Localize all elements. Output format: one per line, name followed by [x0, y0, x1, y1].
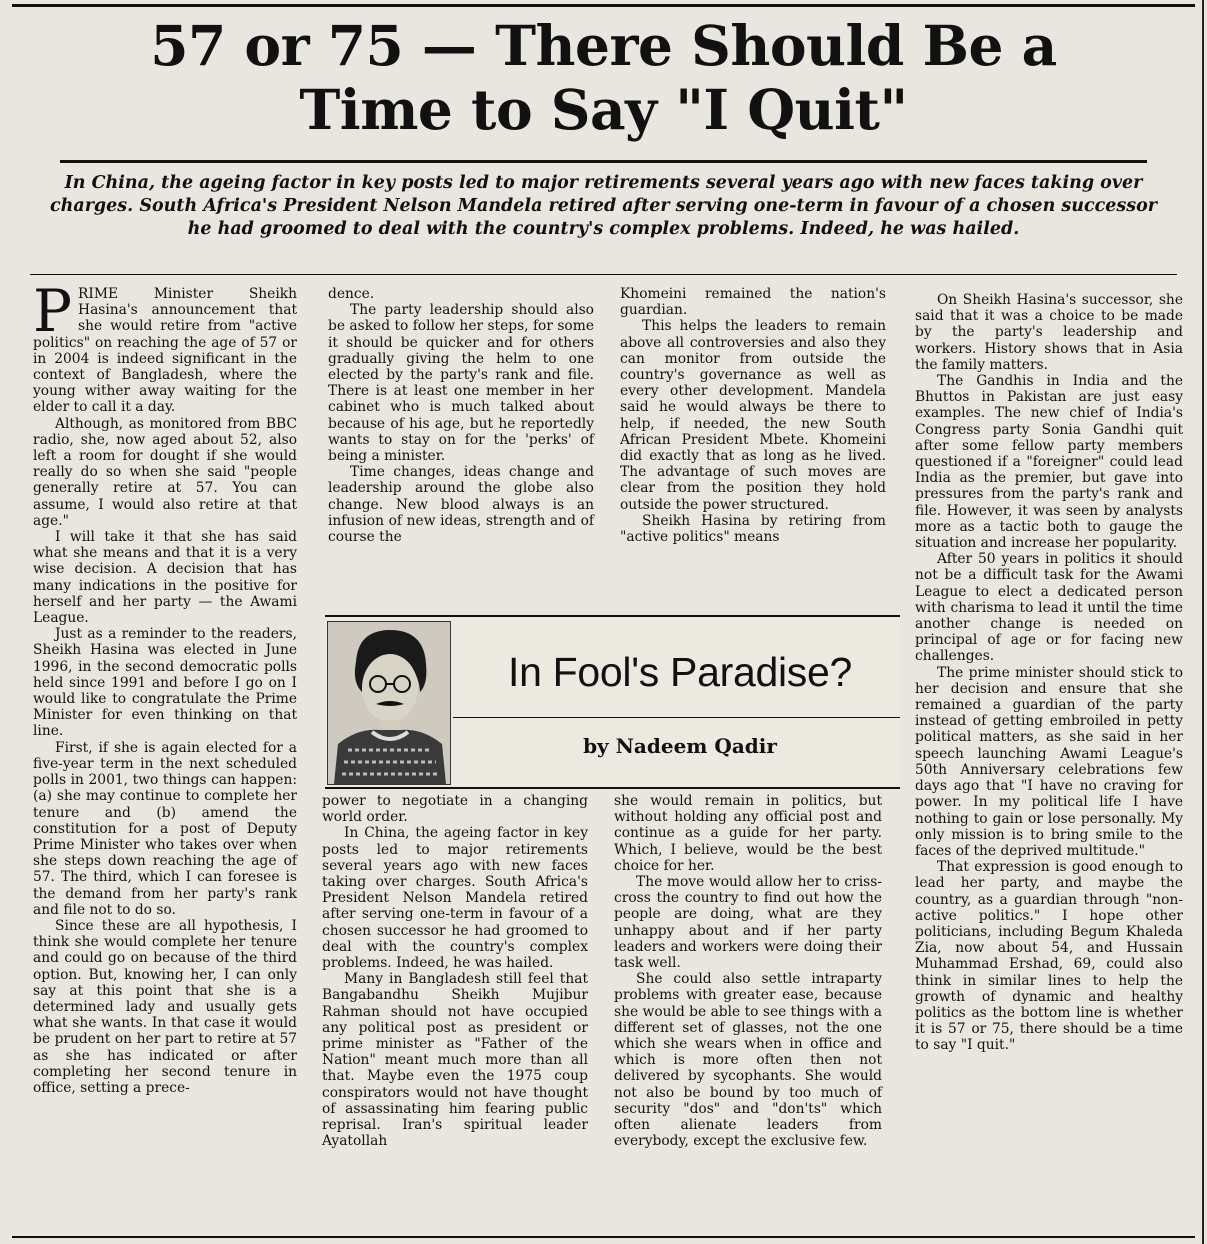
author-portrait-icon [327, 621, 451, 785]
paragraph: Many in Bangladesh still feel that Bangabandhu Sheikh Mujibur Rahman should not have occupied any political post as president or prime minister as "Father of the Nation" meant much more than all that. Maybe even the 1975 coup conspirators would not have thought of assassinating him fearing public reprisal. Iran's spiritual leader Ayatollah [322, 971, 588, 1150]
inset-title: In Fool's Paradise? [508, 649, 852, 695]
paragraph: she would remain in politics, but without holding any official post and continue as a guide for her party. Which, I believe, would be the best choice for her. [614, 793, 882, 874]
right-border [1202, 0, 1204, 1244]
paragraph: The party leadership should also be asked to follow her steps, for some it should be quicker and for others gradually giving the helm to one elected by the party's rank and file. There is at least one member in her cabinet who is much talked about because of his age, but he reportedly wants to stay on for the 'perks' of being a minister. [328, 302, 594, 465]
inset-box [325, 615, 900, 789]
paragraph: First, if she is again elected for a five-year term in the next scheduled polls in 2001, two things can happen: (a) she may continue to complete her tenure and (b) amend the constitution for a post of Deputy Prime Minister who takes over when she steps down reaching the age of 57. The third, which I can foresee is the demand from her party's rank and file not to do so. [33, 739, 297, 918]
headline [20, 14, 1187, 142]
paragraph: She could also settle intraparty problems with greater ease, because she would be able to see things with a different set of glasses, not the one which she wears when in office and which is more often then not delivered by sycophants. She would not also be bound by too much of security "dos" and "don'ts" which often alienate leaders from everybody, except the exclusive few. [614, 971, 882, 1150]
deck-summary: In China, the ageing factor in key posts led to major retirements several years ago with new faces taking over charges. South Africa's President Nelson Mandela retired after serving one-term in favour of a chosen successor he had groomed to deal with the country's complex problems. Indeed, he was hailed. [49, 173, 1157, 239]
paragraph: The prime minister should stick to her decision and ensure that she remained a guardian of the party instead of getting embroiled in petty political matters, as she said in her speech launching Awami League's 50th Anniversary celebrations few days ago that "I have no craving for power. In my political life I have nothing to gain or lose personally. My only mission is to bring smile to the faces of the deprived multitude." [915, 664, 1183, 859]
column-4 [915, 292, 1183, 1054]
column-2-top [328, 286, 594, 545]
paragraph: Time changes, ideas change and leadership around the globe also change. New blood always is an infusion of new ideas, strength and of course the [328, 464, 594, 546]
paragraph: dence. [328, 286, 375, 302]
column-3-top [620, 286, 886, 545]
paragraph: The Gandhis in India and the Bhuttos in Pakistan are just easy examples. The new chief of India's Congress party Sonia Gandhi quit after some fellow party members questioned if a "foreigner" could lead India as the premier, but gave into pressures from the party's rank and file. However, it was seen by analysts more as a tactic both to gauge the situation and increase her popularity. [915, 373, 1183, 552]
paragraph: The move would allow her to criss-cross the country to find out how the people are doing, what are they unhappy about and if her party leaders and workers were doing their task well. [614, 874, 882, 972]
byline: by Nadeem Qadir [583, 734, 777, 758]
paragraph: That expression is good enough to lead her party, and maybe the country, as a guardian through "non-active politics." I hope other politicians, including Begum Khaleda Zia, now about 54, and Hussain Muhammad Ershad, 69, could also think in similar lines to help the growth of dynamic and healthy politics as the bottom line is whether it is 57 or 75, there should be a time to say "I quit." [915, 859, 1183, 1054]
paragraph: Sheikh Hasina by retiring from "active politics" means [620, 512, 886, 546]
column-1 [33, 277, 297, 1096]
headline-rule [60, 160, 1147, 163]
headline-line-1: 57 or 75 — There Should Be a [150, 13, 1057, 78]
paragraph: power to negotiate in a changing world order. [322, 793, 588, 826]
paragraph: Just as a reminder to the readers, Sheikh Hasina was elected in June 1996, in the second democratic polls held since 1991 and before I go on I would like to congratulate the Prime Minister for even thinking on that line. [33, 626, 297, 740]
paragraph: After 50 years in politics it should not be a difficult task for the Awami League to elect a dedicated person with charisma to lead it until the time another change is needed on principal of age or for facing new challenges. [915, 551, 1183, 665]
column-2-bottom [322, 793, 588, 1149]
top-border [12, 4, 1195, 7]
inset-rule [453, 717, 900, 718]
paragraph: Although, as monitored from BBC radio, she, now aged about 52, also left a room for dought if she would really do so when she said "people generally retire at 57. You can assume, I would also retire at that age." [33, 415, 297, 529]
paragraph: On Sheikh Hasina's successor, she said that it was a choice to be made by the party's leadership and workers. History shows that in Asia the family matters. [915, 292, 1183, 373]
paragraph: In China, the ageing factor in key posts led to major retirements several years ago with new faces taking over charges. South Africa's President Nelson Mandela retired after serving one-term in favour of a chosen successor he had groomed to deal with the country's complex problems. Indeed, he was hailed. [322, 825, 588, 972]
column-3-bottom [614, 793, 882, 1149]
paragraph: PRIME Minister Sheikh Hasina's announcement that she would retire from "active politics" on reaching the age of 57 or in 2004 is indeed significant in the context of Bangladesh, where the young wither away waiting for the elder to call it a day. [33, 277, 297, 416]
paragraph: Since these are all hypothesis, I think she would complete her tenure and could go on because of the third option. But, knowing her, I can only say at this point that she is a determined lady and usually gets what she wants. In that case it would be prudent on her part to retire at 57 as she has indicated or after completing her second tenure in office, setting a prece- [33, 917, 297, 1096]
deck-rule [30, 274, 1177, 275]
paragraph: This helps the leaders to remain above all controversies and also they can monitor from outside the country's governance as well as every other development. Mandela said he would always be there to help, if needed, the new South African President Mbete. Khomeini did exactly that as long as he lived. The advantage of such moves are clear from the position they hold outside the power structured. [620, 318, 886, 513]
headline-line-2: Time to Say "I Quit" [299, 77, 908, 142]
paragraph: Khomeini remained the nation's guardian. [620, 286, 886, 319]
bottom-border [12, 1236, 1195, 1238]
paragraph: I will take it that she has said what she means and that it is a very wise decision. A decision that has many indications in the positive for herself and her party — the Awami League. [33, 529, 297, 627]
